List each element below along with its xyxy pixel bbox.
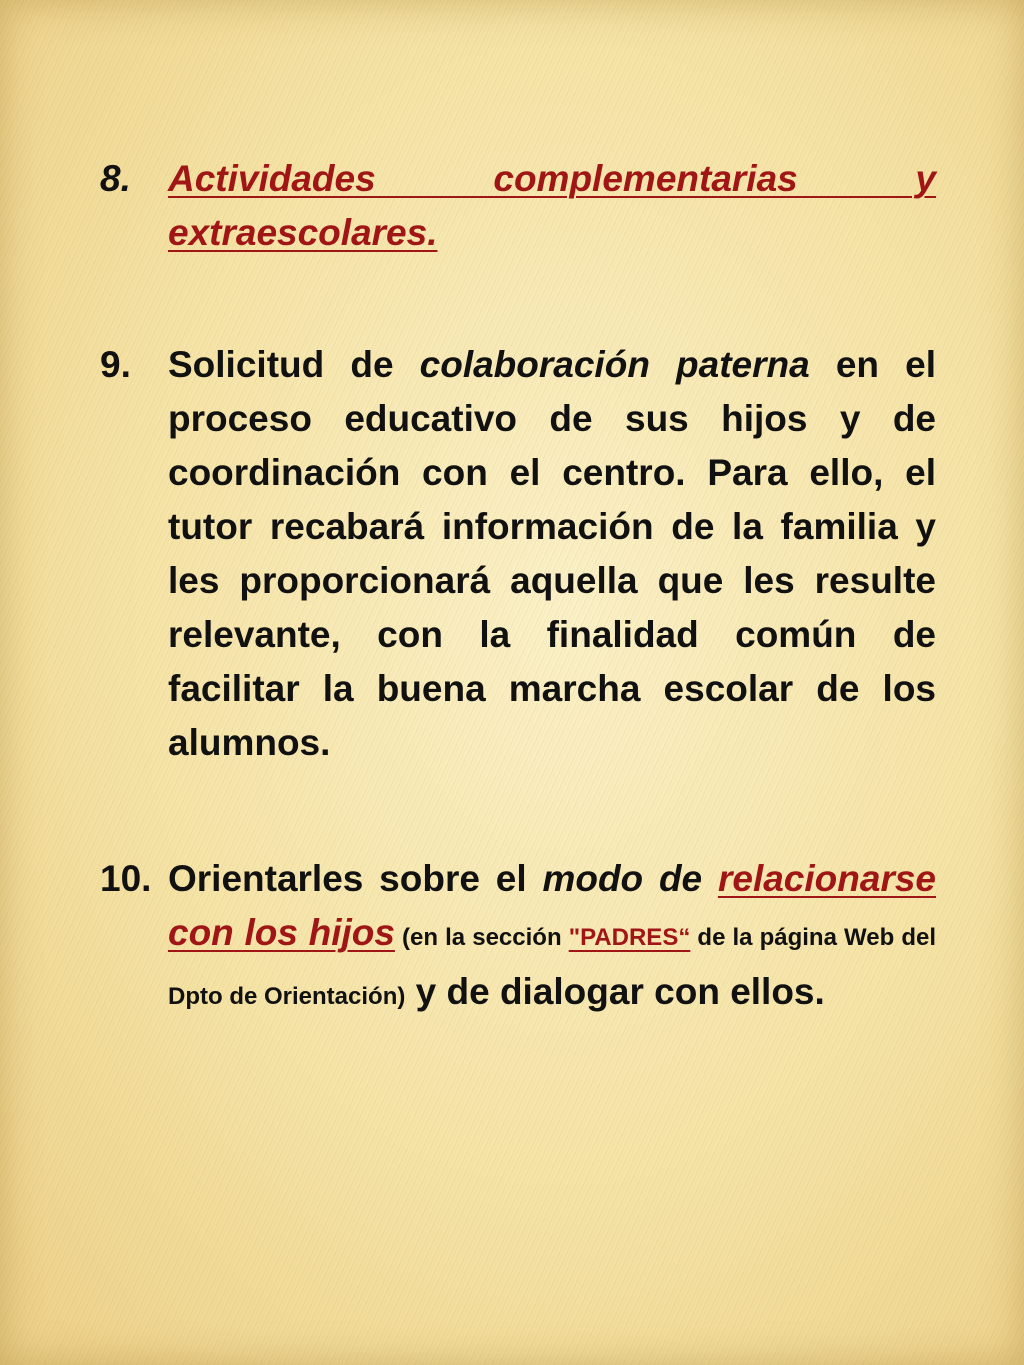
item-10-emphasis: modo de [542,858,703,899]
item-10-paragraph [168,852,936,1024]
item-8-number: 8. [100,158,131,199]
item-9-emphasis: colaboración paterna [419,344,810,385]
item-9-number: 9. [100,344,131,385]
padres-link[interactable]: "PADRES“ [568,924,691,951]
relacionarse-link[interactable]: relacionarse con los hijos [168,858,936,953]
item-10-text-after: y de dialogar con ellos. [405,971,825,1012]
item-9-paragraph [168,338,936,770]
list-item-9 [100,338,936,770]
item-10-text-before: Orientarles sobre el [168,858,543,899]
item-9-text-after: en el proceso educativo de sus hijos y de coordinación con el centro. Para ello, el tutor recabará información de la familia y les proporcionará aquella que les resulte relevante, con la finalidad común de facilitar la buena marcha escolar de los alumnos. [168,344,936,763]
item-10-note-close: de la página Web del Dpto de Orientación) [168,924,937,1010]
item-8-title-link[interactable]: Actividades complementarias y extraescolares. [168,158,936,253]
item-10-number: 10. [100,858,152,899]
item-9-text-before: Solicitud de [168,344,420,385]
list-item-8 [100,152,936,260]
item-10-note-open: (en la sección [394,924,569,951]
list-item-10 [100,852,936,1024]
